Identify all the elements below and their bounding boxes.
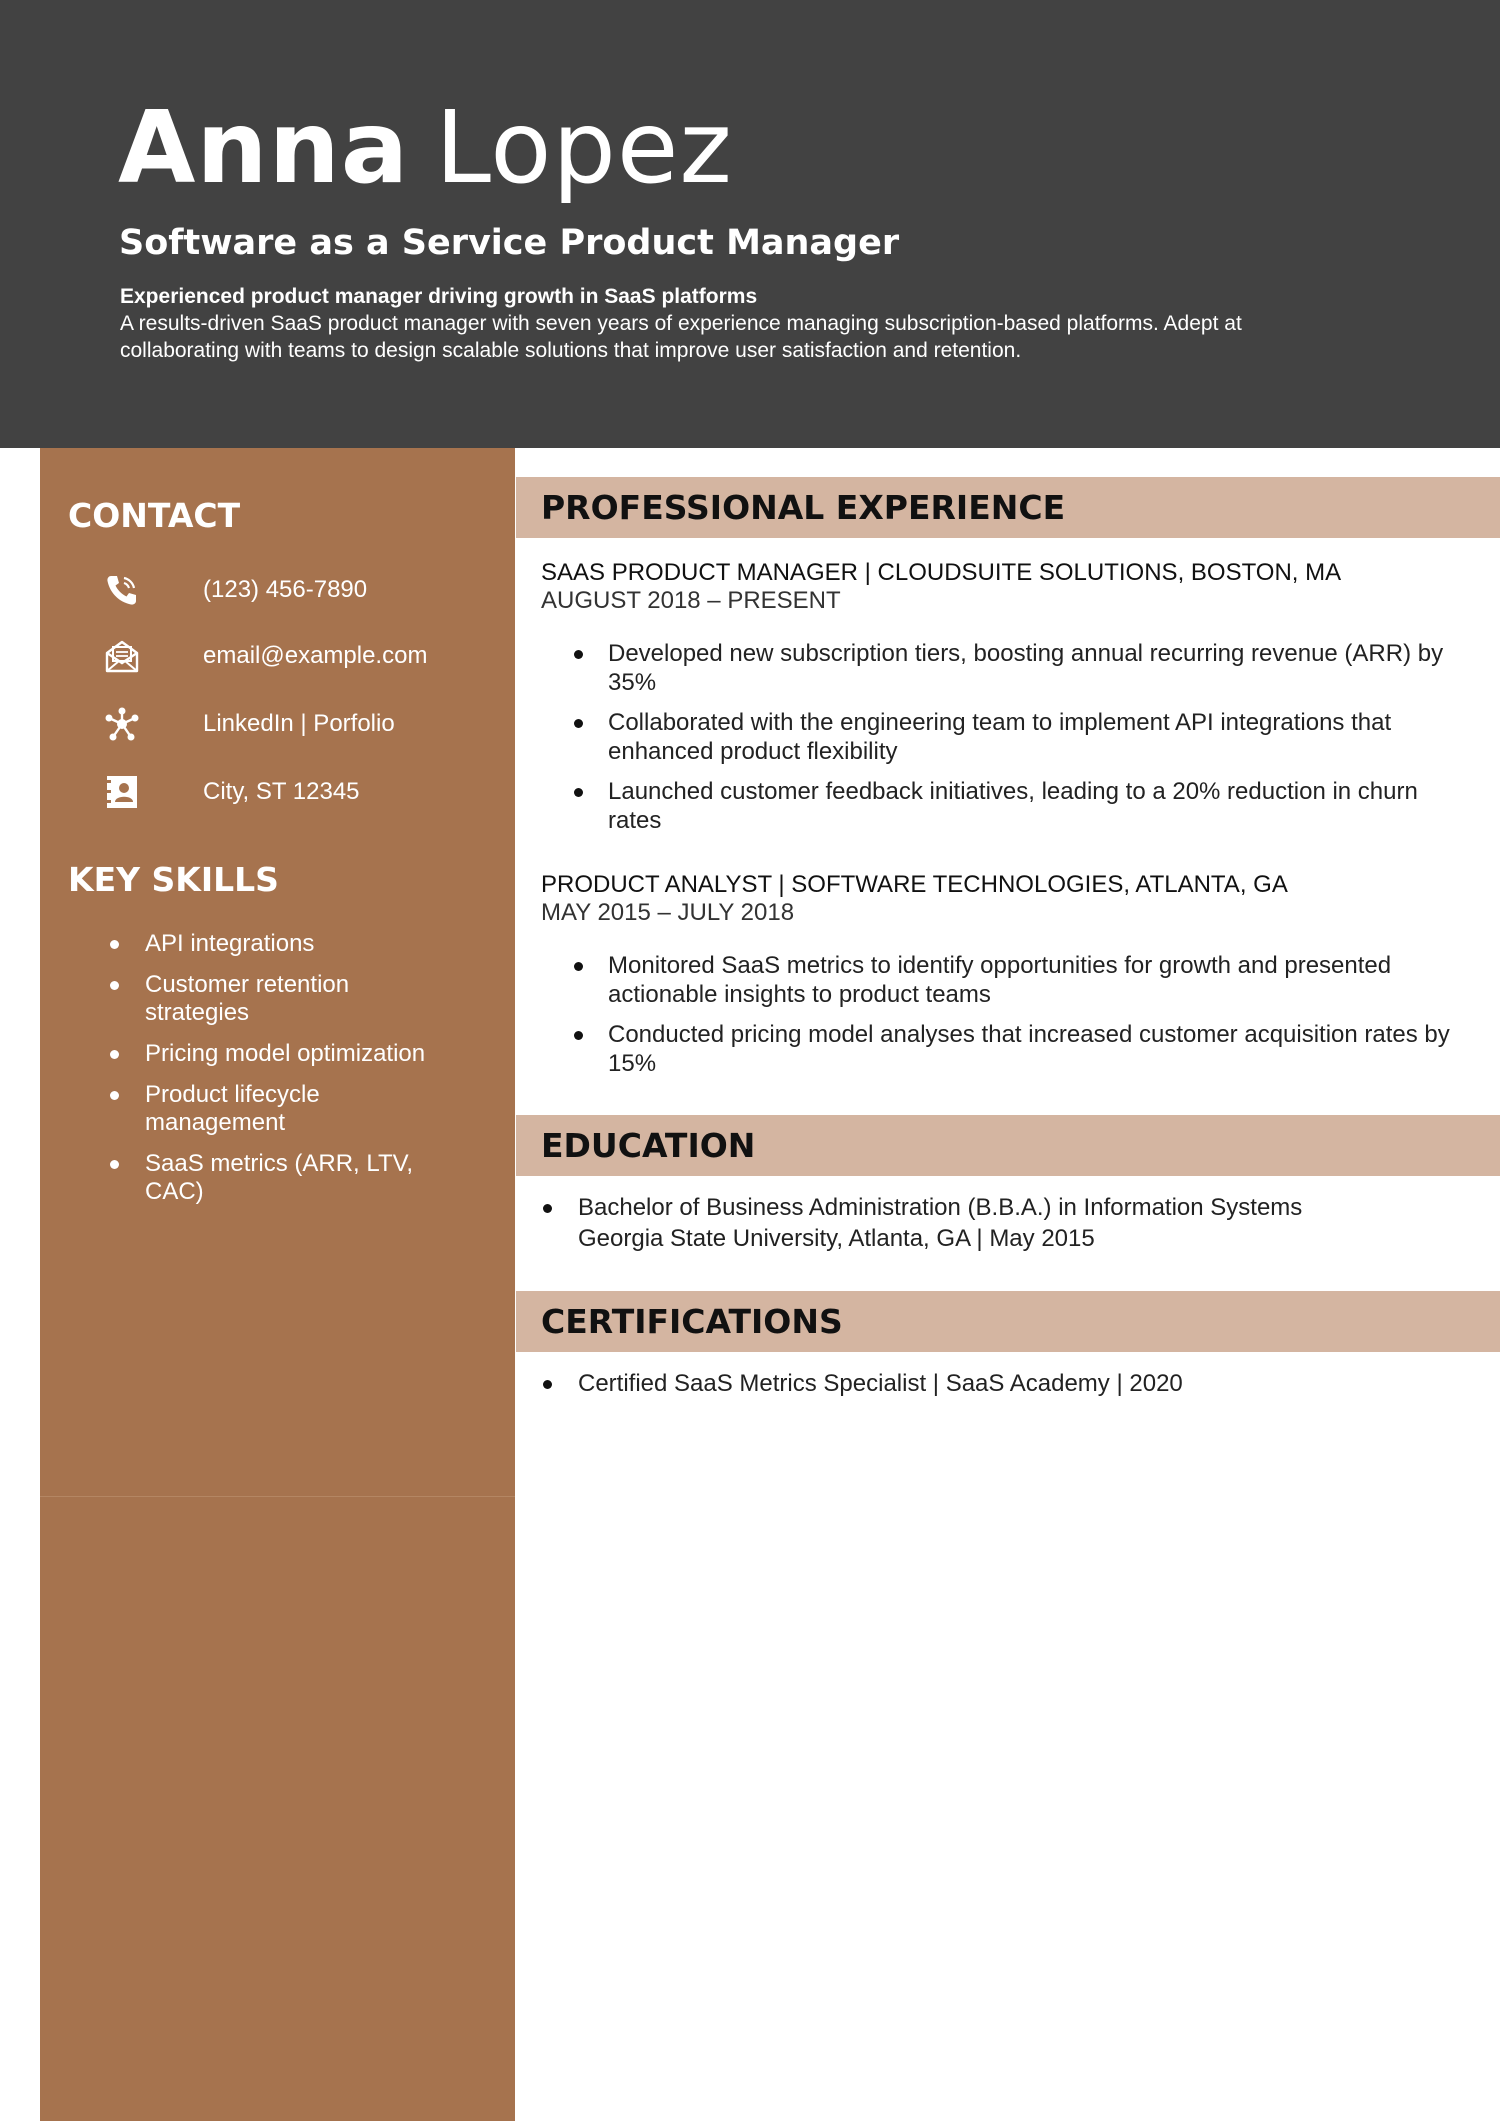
experience-heading: PROFESSIONAL EXPERIENCE [541, 488, 1066, 527]
certifications-section-bar [516, 1291, 1500, 1352]
contact-phone [104, 570, 368, 610]
job-role: SAAS PRODUCT MANAGER | CLOUDSUITE SOLUTIONS, BOSTON, MA [541, 559, 1342, 586]
skill-item: Pricing model optimization [40, 1040, 445, 1068]
certifications-list [516, 1368, 1500, 1399]
tagline: Experienced product manager driving growth in SaaS platforms [120, 285, 758, 308]
contact-email [104, 636, 428, 676]
job-role: PRODUCT ANALYST | SOFTWARE TECHNOLOGIES, ATLANTA, GA [541, 871, 1288, 898]
skill-item: SaaS metrics (ARR, LTV, CAC) [40, 1150, 445, 1206]
list-item: Collaborated with the engineering team to implement API integrations that enhanced product flexibility [516, 708, 1463, 766]
sidebar-divider [40, 1496, 515, 1497]
phone-text: (123) 456-7890 [203, 576, 368, 603]
job-dates: AUGUST 2018 – PRESENT [541, 587, 841, 614]
skills-heading: KEY SKILLS [68, 860, 279, 899]
contact-address [104, 772, 360, 812]
sidebar [40, 448, 515, 2121]
certifications-heading: CERTIFICATIONS [541, 1302, 843, 1341]
list-item [516, 1192, 1458, 1254]
education-list [516, 1192, 1500, 1254]
address-icon [104, 774, 140, 810]
list-item: Certified SaaS Metrics Specialist | SaaS Academy | 2020 [516, 1368, 1458, 1399]
job-bullets [516, 639, 1500, 846]
list-item: Monitored SaaS metrics to identify opportunities for growth and presented actionable insights to product teams [516, 951, 1463, 1009]
last-name: Lopez [435, 89, 733, 206]
skill-item: Product lifecycle management [40, 1081, 445, 1137]
job-title: Software as a Service Product Manager [119, 223, 900, 263]
summary: A results-driven SaaS product manager with seven years of experience managing subscription-based platforms. Adept at collaborating with teams to design scalable solutions that improve user satisfaction and retention. [120, 312, 1242, 362]
links-text: LinkedIn | Porfolio [203, 710, 395, 737]
experience-section-bar [516, 477, 1500, 538]
list-item: Conducted pricing model analyses that increased customer acquisition rates by 15% [516, 1020, 1463, 1078]
network-icon [104, 706, 140, 742]
degree: Bachelor of Business Administration (B.B.A.) in Information Systems [578, 1194, 1303, 1221]
contact-heading: CONTACT [68, 496, 241, 535]
skills-list [40, 930, 515, 1219]
resume-header [0, 0, 1500, 448]
email-icon [104, 638, 140, 674]
job-bullets [516, 951, 1500, 1089]
list-item: Developed new subscription tiers, boosting annual recurring revenue (ARR) by 35% [516, 639, 1463, 697]
education-section-bar [516, 1115, 1500, 1176]
skill-item: API integrations [40, 930, 445, 958]
list-item: Launched customer feedback initiatives, leading to a 20% reduction in churn rates [516, 777, 1463, 835]
contact-links [104, 704, 395, 744]
skill-item: Customer retention strategies [40, 971, 445, 1027]
phone-icon [104, 572, 140, 608]
school: Georgia State University, Atlanta, GA | May 2015 [578, 1225, 1095, 1252]
main-content [516, 448, 1500, 2121]
candidate-name [118, 88, 733, 208]
education-heading: EDUCATION [541, 1126, 756, 1165]
job-dates: MAY 2015 – JULY 2018 [541, 899, 795, 926]
first-name: Anna [118, 89, 410, 206]
address-text: City, ST 12345 [203, 778, 360, 805]
email-text: email@example.com [203, 642, 428, 669]
